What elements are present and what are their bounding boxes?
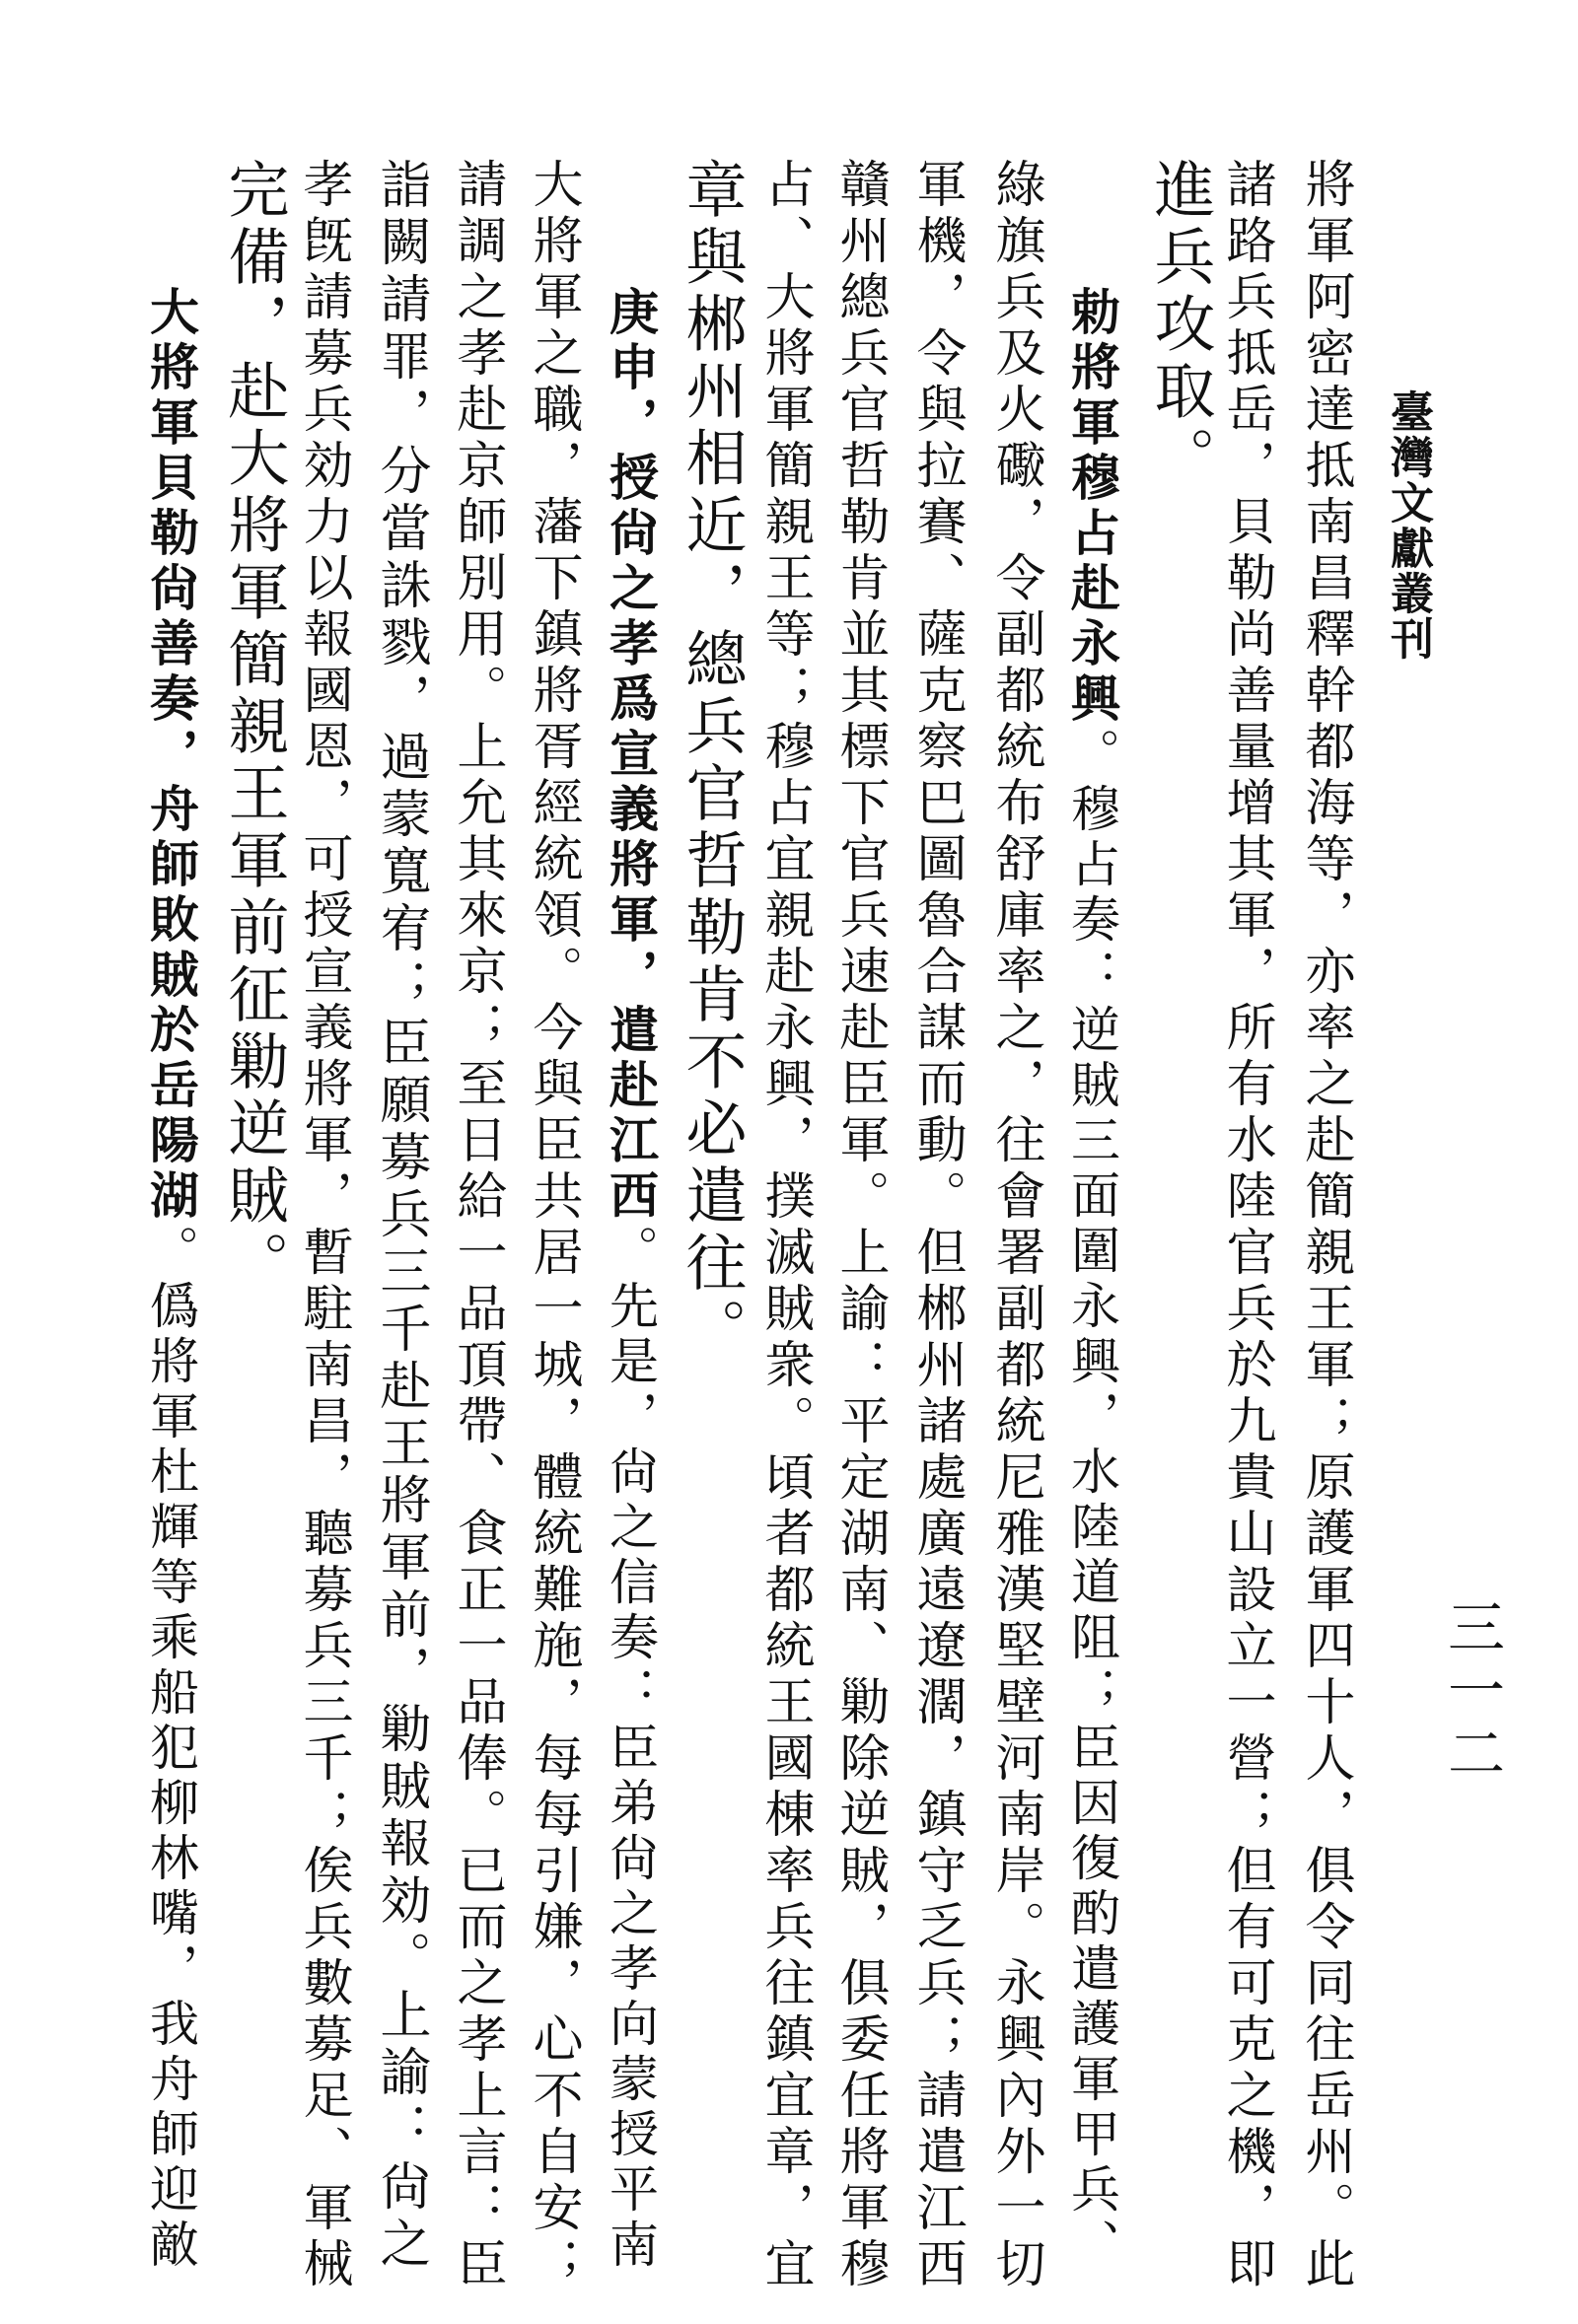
text-column [907, 158, 966, 2293]
text-segment: 將軍阿密達抵南昌釋幹都海等，亦率之赴簡親王軍；原護軍四十人，俱令同往岳州。此 [1296, 158, 1354, 2293]
page-number: 三一二 [1438, 1597, 1505, 1787]
entry-heading: 大將軍貝勒尙善奏，舟師敗賊於岳陽湖 [142, 286, 200, 1225]
text-segment: 贛州總兵官哲勒肯並其標下官兵速赴臣軍。上諭：平定湖南、勦除逆賊，俱委任將軍穆 [830, 158, 889, 2293]
text-segment: 大將軍之職，藩下鎮將胥經統領。今與臣共居一城，體統難施，每每引嫌，心不自安； [524, 158, 582, 2293]
text-segment: 諸路兵抵岳，貝勒尚善量增其軍，所有水陸官兵於九貴山設立一營；但有可克之機，即 [1217, 158, 1275, 2293]
text-segment: 綠旗兵及火礮，令副都統布舒庫率之，往會署副都統尼雅漢堅壁河南岸。永興內外一切 [986, 158, 1044, 2293]
running-header-title: 臺灣文獻叢刊 [1383, 389, 1433, 662]
text-column [218, 158, 290, 1298]
text-column [830, 158, 889, 2293]
text-column [1144, 158, 1216, 493]
text-column [524, 158, 582, 2293]
text-column [755, 158, 814, 2293]
text-segment: 。僞將軍杜輝等乘船犯柳林嘴，我舟師迎敵 [142, 1225, 199, 2274]
text-column [371, 158, 430, 2274]
text-segment: 完備，赴大將軍簡親王軍前征勦逆賊。 [218, 158, 290, 1298]
text-column [142, 286, 200, 2274]
text-segment: 占、大將軍簡親王等；穆占宜親赴永興，撲滅賊衆。頃者都統王國棟率兵往鎮宜章，宜 [755, 158, 814, 2293]
text-column [294, 158, 352, 2293]
text-segment: 章與郴州相近，總兵官哲勒肯不必遣往。 [676, 158, 748, 1365]
text-column [1296, 158, 1354, 2293]
text-segment: 。穆占奏：逆賊三面圍永興，水陸道阻；臣因復酌遣護軍甲兵、 [1063, 728, 1120, 2274]
text-segment: 軍機，令與拉賽、薩克察巴圖魯合謀而動。但郴州諸處廣遠遼濶，鎮守乏兵；請遣江西 [907, 158, 966, 2293]
entry-heading: 庚申，授尙之孝爲宣義將軍，遣赴江西 [602, 286, 660, 1225]
text-column [1217, 158, 1275, 2293]
text-column [676, 158, 748, 1365]
text-column [1063, 286, 1121, 2274]
entry-heading: 勅將軍穆占赴永興 [1063, 286, 1121, 728]
text-segment: 進兵攻取。 [1144, 158, 1216, 493]
text-column [986, 158, 1044, 2293]
text-column [448, 158, 506, 2293]
text-segment: 請調之孝赴京師別用。上允其來京；至日給一品頂帶、食正一品俸。已而之孝上言：臣 [448, 158, 506, 2293]
text-column [602, 286, 660, 2274]
text-segment: 孝旣請募兵効力以報國恩，可授宣義將軍，暫駐南昌，聽募兵三千；俟兵數募足、軍械 [294, 158, 352, 2293]
text-segment: 詣闕請罪，分當誅戮，過蒙寬宥；臣願募兵三千赴王將軍前，勦賊報効。上諭：尙之 [371, 158, 430, 2274]
text-segment: 。先是，尙之信奏：臣弟尙之孝向蒙授平南 [602, 1225, 659, 2274]
